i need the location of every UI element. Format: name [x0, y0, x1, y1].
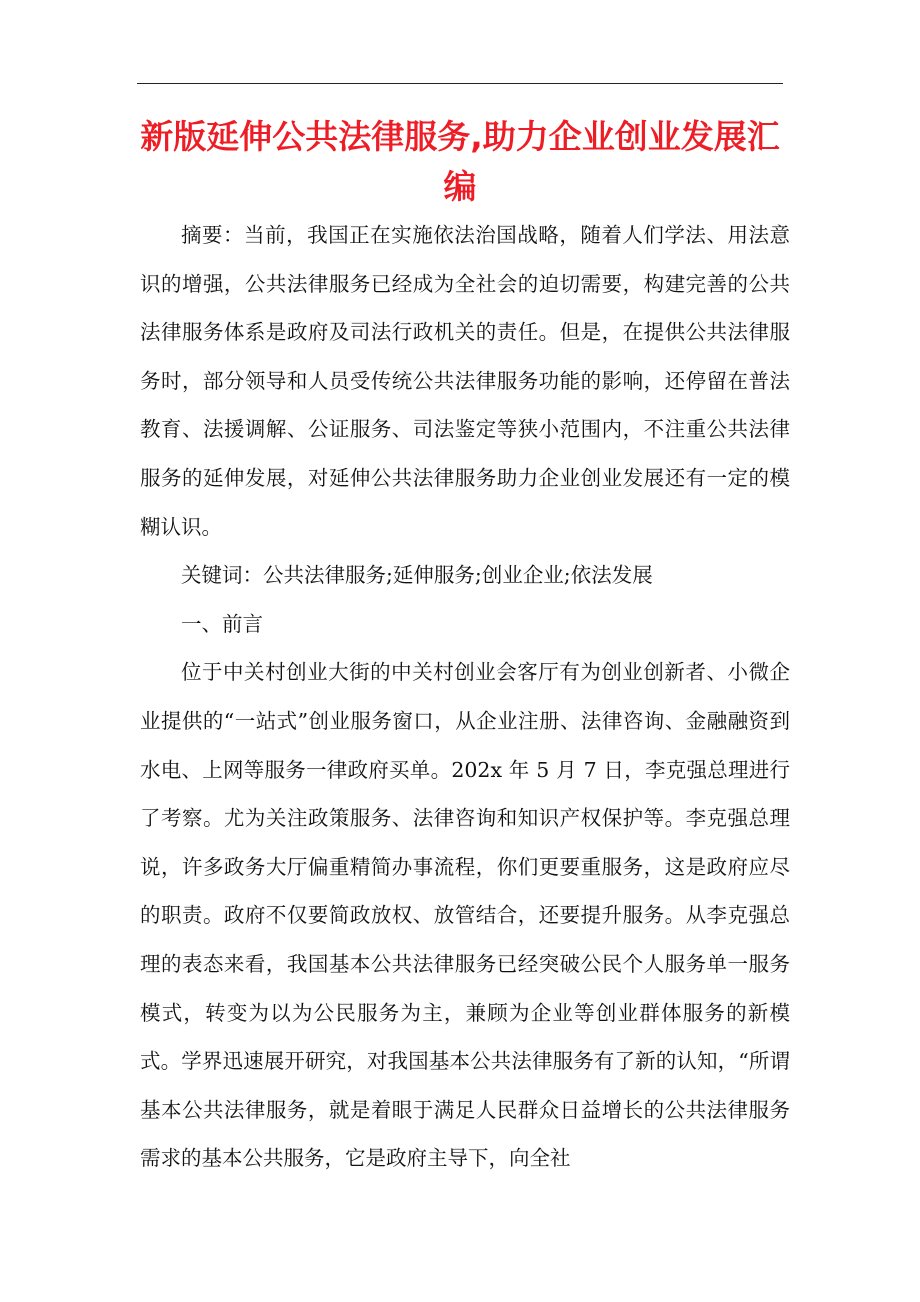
document-title: 新版延伸公共法律服务,助力企业创业发展汇编	[140, 117, 780, 206]
keywords-paragraph: 关键词：公共法律服务;延伸服务;创业企业;依法发展	[181, 563, 653, 588]
section-heading: 一、前言	[181, 611, 263, 636]
header-rule	[137, 83, 783, 84]
document-body	[140, 211, 790, 1183]
body-paragraph: 位于中关村创业大街的中关村创业会客厅有为创业创新者、小微企业提供的“一站式”创业服务窗口，从企业注册、法律咨询、金融融资到水电、上网等服务一律政府买单。202x 年 5 月 7 日，李克强总理进行了考察。尤为关注政策服务、法律咨询和知识产权保护等。李克强总理说，许多政务大厅偏重精简办事流程，你们更要重服务，这是政府应尽的职责。政府不仅要简政放权、放管结合，还要提升服务。从李克强总理的表态来看，我国基本公共法律服务已经突破公民个人服务单一服务模式，转变为以为公民服务为主，兼顾为企业等创业群体服务的新模式。学界迅速展开研究，对我国基本公共法律服务有了新的认知，“所谓基本公共法律服务，就是着眼于满足人民群众日益增长的公共法律服务需求的基本公共服务，它是政府主导下，向全社	[140, 660, 790, 1171]
abstract-paragraph: 摘要：当前，我国正在实施依法治国战略，随着人们学法、用法意识的增强，公共法律服务已经成为全社会的迫切需要，构建完善的公共法律服务体系是政府及司法行政机关的责任。但是，在提供公共法律服务时，部分领导和人员受传统公共法律服务功能的影响，还停留在普法教育、法援调解、公证服务、司法鉴定等狭小范围内，不注重公共法律服务的延伸发展，对延伸公共法律服务助力企业创业发展还有一定的模糊认识。	[140, 223, 790, 539]
